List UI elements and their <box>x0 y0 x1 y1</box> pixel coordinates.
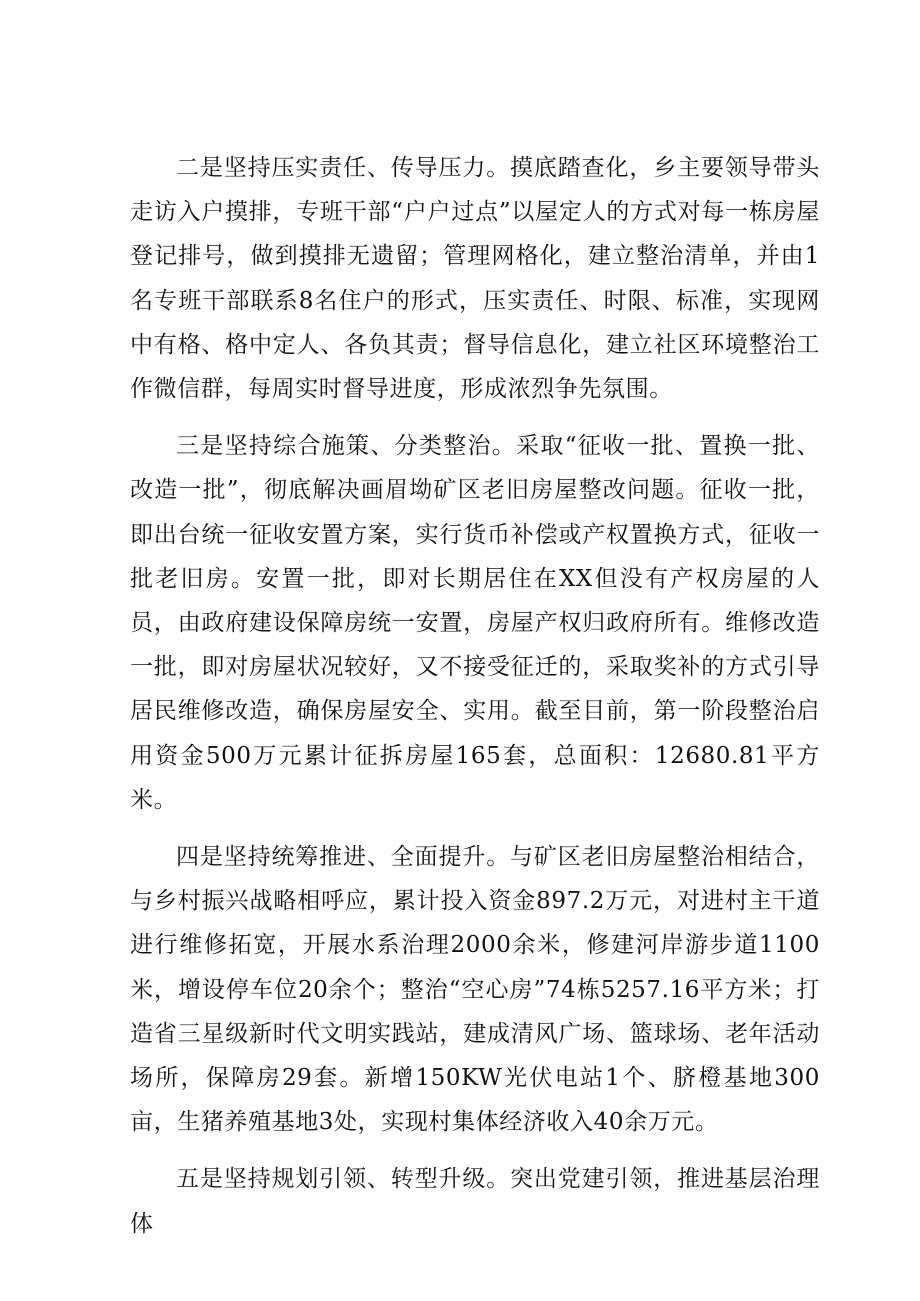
paragraph-planning-guidance: 五是坚持规划引领、转型升级。突出党建引领，推进基层治理体 <box>130 1166 820 1237</box>
paragraph-responsibility: 二是坚持压实责任、传导压力。摸底踏查化，乡主要领导带头走访入户摸排，专班干部“户户过点”以屋定人的方式对每一栋房屋登记排号，做到摸排无遗留；管理网格化，建立整治清单，并由1名专班干部联系8名住户的形式，压实责任、时限、标准，实现网中有格、格中定人、各负其责；督导信息化，建立社区环境整治工作微信群，每周实时督导进度，形成浓烈争先氛围。 <box>130 155 820 403</box>
document-body <box>130 146 820 1246</box>
paragraph-classified-remediation: 三是坚持综合施策、分类整治。采取“征收一批、置换一批、改造一批”，彻底解决画眉坳矿区老旧房屋整改问题。征收一批，即出台统一征收安置方案，实行货币补偿或产权置换方式，征收一批老旧房。安置一批，即对长期居住在XX但没有产权房屋的人员，由政府建设保障房统一安置，房屋产权归政府所有。维修改造一批，即对房屋状况较好，又不接受征迁的，采取奖补的方式引导居民维修改造，确保房屋安全、实用。截至目前，第一阶段整治启用资金500万元累计征拆房屋165套，总面积：12680.81平方米。 <box>130 433 820 813</box>
paragraph-overall-advancement: 四是坚持统筹推进、全面提升。与矿区老旧房屋整治相结合，与乡村振兴战略相呼应，累计投入资金897.2万元，对进村主干道进行维修拓宽，开展水系治理2000余米，修建河岸游步道1100米，增设停车位20余个；整治“空心房”74栋5257.16平方米；打造省三星级新时代文明实践站，建成清风广场、篮球场、老年活动场所，保障房29套。新增150KW光伏电站1个、脐橙基地300亩，生猪养殖基地3处，实现村集体经济收入40余万元。 <box>130 844 820 1136</box>
